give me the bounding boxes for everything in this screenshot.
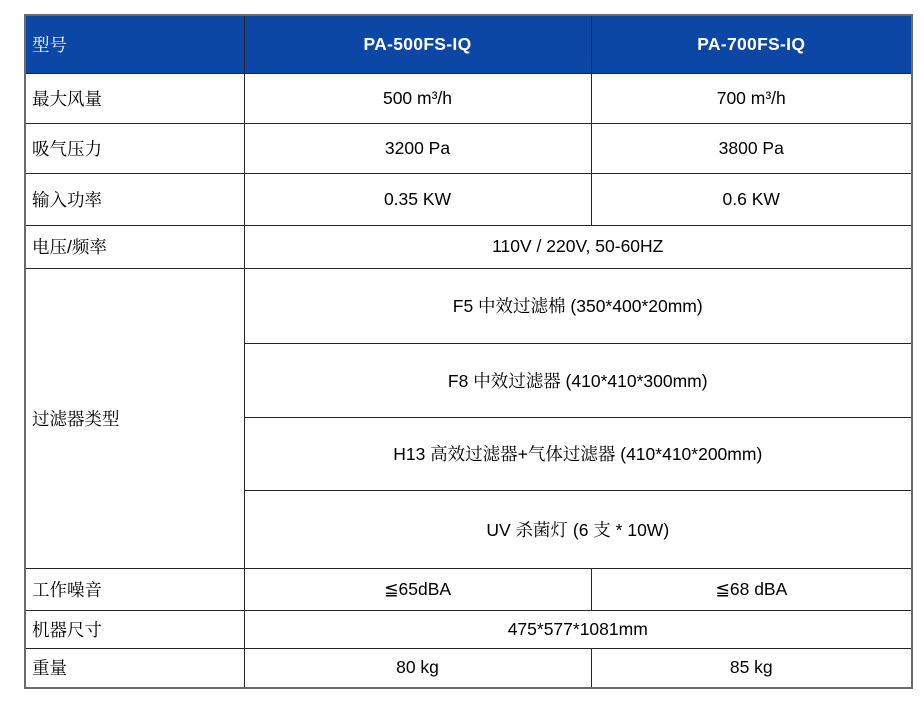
max-airflow-label: 最大风量 [25,73,244,123]
dimensions-label: 机器尺寸 [25,610,244,648]
header-model-label: 型号 [25,15,244,73]
row-noise [25,568,912,610]
row-voltage-frequency [25,225,912,268]
suction-pressure-label: 吸气压力 [25,123,244,173]
suction-pressure-value-pa700: 3800 Pa [591,123,912,173]
noise-label: 工作噪音 [25,568,244,610]
filter-type-label: 过滤器类型 [25,268,244,568]
header-model-pa500: PA-500FS-IQ [244,15,591,73]
row-input-power [25,173,912,225]
header-model-pa700: PA-700FS-IQ [591,15,912,73]
row-dimensions [25,610,912,648]
dimensions-value: 475*577*1081mm [244,610,912,648]
row-weight [25,648,912,688]
header-row [25,15,912,73]
max-airflow-value-pa500: 500 m³/h [244,73,591,123]
voltage-frequency-label: 电压/频率 [25,225,244,268]
noise-value-pa700: ≦68 dBA [591,568,912,610]
filter-type-item-uv: UV 杀菌灯 (6 支 * 10W) [244,490,912,568]
voltage-frequency-value: 110V / 220V, 50-60HZ [244,225,912,268]
input-power-value-pa700: 0.6 KW [591,173,912,225]
filter-type-item-h13: H13 高效过滤器+气体过滤器 (410*410*200mm) [244,417,912,490]
input-power-label: 输入功率 [25,173,244,225]
input-power-value-pa500: 0.35 KW [244,173,591,225]
weight-value-pa700: 85 kg [591,648,912,688]
row-filter-type-1 [25,268,912,343]
product-spec-table [24,14,913,689]
weight-value-pa500: 80 kg [244,648,591,688]
row-max-airflow [25,73,912,123]
filter-type-item-f8: F8 中效过滤器 (410*410*300mm) [244,343,912,417]
max-airflow-value-pa700: 700 m³/h [591,73,912,123]
row-suction-pressure [25,123,912,173]
filter-type-item-f5: F5 中效过滤棉 (350*400*20mm) [244,268,912,343]
suction-pressure-value-pa500: 3200 Pa [244,123,591,173]
weight-label: 重量 [25,648,244,688]
noise-value-pa500: ≦65dBA [244,568,591,610]
